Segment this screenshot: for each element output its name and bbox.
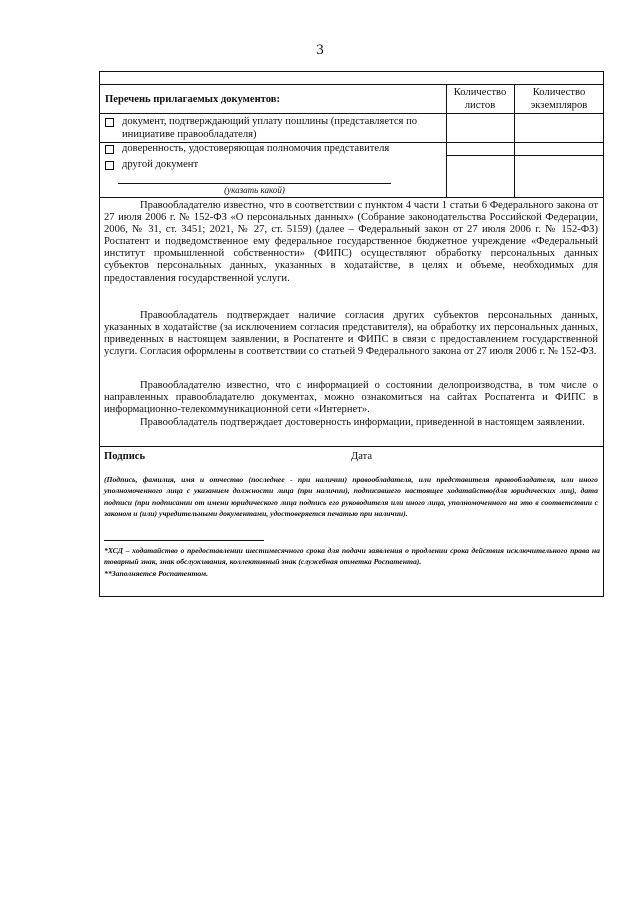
footnote-hsd: *ХСД – ходатайство о предоставлении шестимесячного срока для подачи заявления о продлении срока действия исключительного права на товарный знак, знак обслуживания, коллективный знак (служебная отметка Роспатента). xyxy=(104,546,600,567)
paragraph-accuracy: Правообладатель подтверждает достоверность информации, приведенной в настоящем заявлении. xyxy=(140,417,585,428)
document-row-label: другой документ xyxy=(122,159,199,170)
documents-list-title: Перечень прилагаемых документов: xyxy=(105,94,281,105)
column-header-sheets: Количество листов xyxy=(453,87,507,111)
signature-label: Подпись xyxy=(104,451,146,462)
paragraph-information: Правообладателю известно, что с информацией о состоянии делопроизводства, в том числе о направленных правообладателю документах, можно ознакомиться на сайтах Роспатента и ФИПС в информационно-телекоммуникационной сети «Интернет». xyxy=(104,380,598,416)
other-document-fill-line xyxy=(118,183,391,184)
date-label: Дата xyxy=(351,451,373,462)
other-document-hint: (указать какой) xyxy=(224,185,285,195)
checkbox[interactable] xyxy=(105,145,114,154)
table-row-rule xyxy=(446,155,604,156)
column-divider xyxy=(446,84,447,197)
document-row xyxy=(105,143,443,156)
table-top-rule xyxy=(99,84,604,85)
signature-top-rule xyxy=(99,446,604,447)
document-row xyxy=(105,159,443,172)
footnote-filled-by-rospatent: **Заполняется Роспатентом. xyxy=(104,569,209,578)
table-bottom-rule xyxy=(99,197,604,198)
footnote-separator xyxy=(104,540,264,541)
document-row-label: документ, подтверждающий уплату пошлины (представляется по инициативе правообладателя) xyxy=(122,116,418,140)
checkbox[interactable] xyxy=(105,161,114,170)
checkbox[interactable] xyxy=(105,118,114,127)
column-divider xyxy=(514,84,515,197)
paragraph-personal-data: Правообладателю известно, что в соответствии с пунктом 4 части 1 статьи 6 Федерального закона от 27 июля 2006 г. № 152-ФЗ «О персональных данных» (Собрание законодательства Российской Федерации, 2006, № 31, ст. 3451; 2021, № 27, ст. 5159) (далее – Федеральный закон от 27 июля 2006 г. № 152-ФЗ) Роспатент и подведомственное ему федеральное государственное бюджетное учреждение «Федеральный институт промышленной собственности» (ФИПС) осуществляют обработку персональных данных субъектов персональных данных, указанных в ходатайстве, в целях и объеме, необходимых для предоставления государственной услуги. xyxy=(104,200,598,284)
signature-note: (Подпись, фамилия, имя и отчество (последнее - при наличии) правообладателя, или представителя правообладателя, или иного уполномоченного лица с указанием должности лица (при наличии), подписавшего настоящее ходатайство(для юридических лиц), дата подписи (при подписании от имени юридического лица подпись его руководителя или иного лица, уполномоченного на это в соответствии с законом и (или) учредительными документами, удостоверяется печатью при наличии). xyxy=(104,475,598,518)
paragraph-consent: Правообладатель подтверждает наличие согласия других субъектов персональных данных, указанных в ходатайстве (за исключением согласия представителя), на обработку их персональных данных, приведенных в настоящем заявлении, в Роспатенте и ФИПС в связи с предоставлением государственной услуги. Согласия оформлены в соответствии со статьей 9 Федерального закона от 27 июля 2006 г. № 152-ФЗ. xyxy=(104,310,598,358)
document-row-label: доверенность, удостоверяющая полномочия представителя xyxy=(122,143,390,154)
page-number: 3 xyxy=(316,42,324,58)
table-header-rule xyxy=(99,113,604,114)
document-row xyxy=(105,116,443,141)
column-header-copies: Количество экземпляров xyxy=(530,87,588,111)
